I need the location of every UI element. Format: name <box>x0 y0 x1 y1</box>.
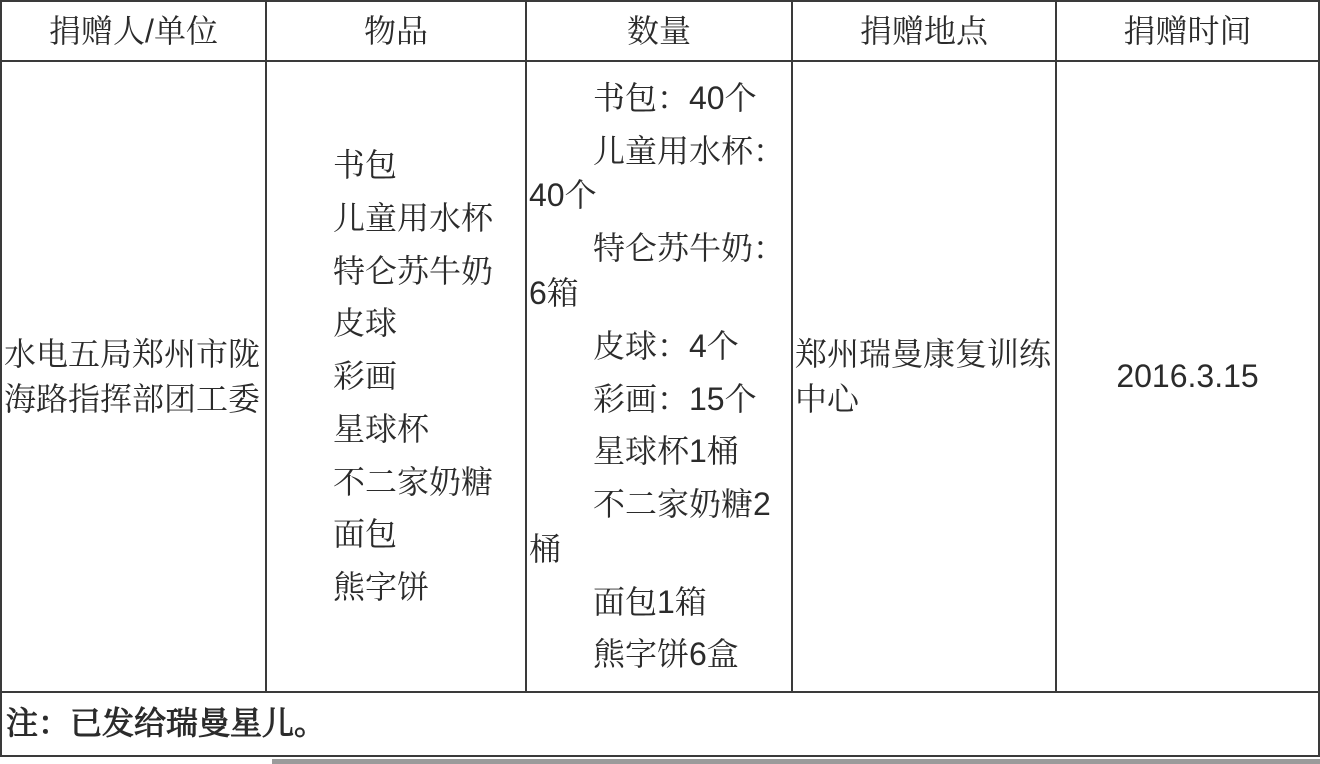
table-header-row <box>2 2 1318 62</box>
item-line: 书包 <box>333 146 398 183</box>
item-line: 星球杯 <box>333 410 430 447</box>
donor-text: 水电五局郑州市陇海路指挥部团工委 <box>4 335 261 417</box>
cell-date <box>1057 62 1318 693</box>
quantity-line: 特仑苏牛奶：6箱 <box>529 230 786 311</box>
cell-donor <box>2 62 267 693</box>
item-line: 皮球 <box>333 305 398 342</box>
cell-items <box>267 62 527 693</box>
item-line: 不二家奶糖 <box>333 463 494 500</box>
cell-location <box>793 62 1057 693</box>
quantity-line: 不二家奶糖2桶 <box>529 486 771 567</box>
item-line: 特仑苏牛奶 <box>333 252 494 289</box>
quantity-line: 儿童用水杯：40个 <box>529 132 786 214</box>
location-text: 郑州瑞曼康复训练中心 <box>795 335 1052 417</box>
quantity-line: 星球杯1桶 <box>593 433 739 470</box>
header-items: 物品 <box>267 2 527 62</box>
item-line: 儿童用水杯 <box>333 199 494 236</box>
date-text: 2016.3.15 <box>1116 358 1259 395</box>
quantity-line: 熊字饼6盒 <box>593 636 739 673</box>
item-line: 面包 <box>333 516 398 553</box>
header-location: 捐赠地点 <box>793 2 1057 62</box>
header-donor: 捐赠人/单位 <box>2 2 267 62</box>
item-line: 彩画 <box>333 358 398 395</box>
quantity-line: 皮球：4个 <box>593 327 739 364</box>
quantity-line: 彩画：15个 <box>593 380 757 417</box>
bottom-divider-line <box>272 759 1320 764</box>
quantity-line: 面包1箱 <box>593 583 707 620</box>
note-cell: 注：已发给瑞曼星儿。 <box>6 705 327 742</box>
header-date: 捐赠时间 <box>1057 2 1318 62</box>
header-quantity: 数量 <box>527 2 793 62</box>
item-line: 熊字饼 <box>333 569 430 606</box>
table-note-row <box>2 693 1318 755</box>
table-row <box>2 62 1318 693</box>
quantity-line: 书包：40个 <box>593 79 757 116</box>
cell-quantities <box>527 62 793 693</box>
